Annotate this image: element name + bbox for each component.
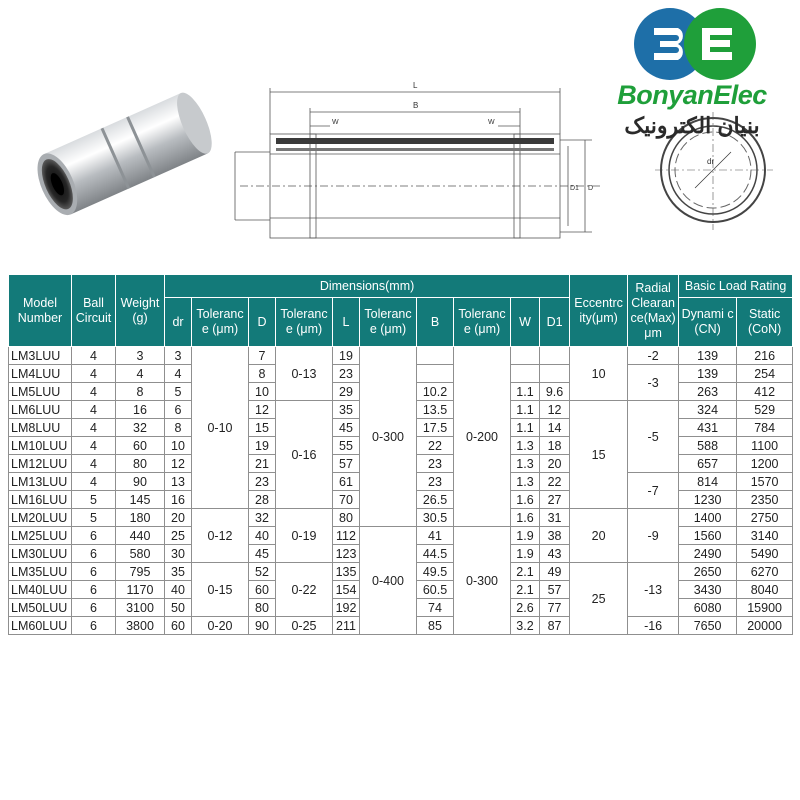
cell-d: 40 xyxy=(249,527,276,545)
cell-radial-clearance: -16 xyxy=(628,617,679,635)
cell-d1: 18 xyxy=(540,437,570,455)
cell-d: 19 xyxy=(249,437,276,455)
cell-b: 49.5 xyxy=(417,563,454,581)
cell-model: LM5LUU xyxy=(9,383,72,401)
cell-static: 784 xyxy=(737,419,793,437)
cell-tol-d: 0-22 xyxy=(276,563,333,617)
cell-dr: 5 xyxy=(165,383,192,401)
header-dynamic: Dynami c (CN) xyxy=(679,298,737,347)
cell-d1: 12 xyxy=(540,401,570,419)
cell-l: 135 xyxy=(333,563,360,581)
cell-dynamic: 657 xyxy=(679,455,737,473)
cell-ball-circuit: 6 xyxy=(72,581,116,599)
header-eccentricity: Eccentrc ity(μm) xyxy=(570,275,628,347)
cell-d: 8 xyxy=(249,365,276,383)
cell-weight: 1170 xyxy=(116,581,165,599)
header-tol-l: Toleranc e (μm) xyxy=(360,298,417,347)
cell-b xyxy=(417,365,454,383)
cell-tol-d: 0-13 xyxy=(276,347,333,401)
cell-ball-circuit: 6 xyxy=(72,599,116,617)
cell-ball-circuit: 4 xyxy=(72,365,116,383)
linear-bearing-spec-table xyxy=(8,274,793,635)
cell-ball-circuit: 6 xyxy=(72,545,116,563)
cell-static: 15900 xyxy=(737,599,793,617)
cell-l: 45 xyxy=(333,419,360,437)
cell-model: LM30LUU xyxy=(9,545,72,563)
cell-dr: 10 xyxy=(165,437,192,455)
cell-static: 3140 xyxy=(737,527,793,545)
cell-l: 70 xyxy=(333,491,360,509)
cell-ball-circuit: 4 xyxy=(72,401,116,419)
cell-weight: 90 xyxy=(116,473,165,491)
cell-ball-circuit: 4 xyxy=(72,347,116,365)
cell-model: LM20LUU xyxy=(9,509,72,527)
cell-tol-dr: 0-10 xyxy=(192,347,249,509)
cell-static: 6270 xyxy=(737,563,793,581)
cell-d1: 20 xyxy=(540,455,570,473)
cell-l: 211 xyxy=(333,617,360,635)
header-ball-circuit: Ball Circuit xyxy=(72,275,116,347)
cell-ball-circuit: 5 xyxy=(72,509,116,527)
brand-name-persian: بنیان الکترونیک xyxy=(624,113,760,138)
cell-d1: 22 xyxy=(540,473,570,491)
cell-tol-b: 0-200 xyxy=(454,347,511,527)
cell-ball-circuit: 6 xyxy=(72,527,116,545)
cell-weight: 32 xyxy=(116,419,165,437)
cell-d1 xyxy=(540,365,570,383)
table-row xyxy=(9,347,793,365)
linear-bearing-photo xyxy=(14,84,214,234)
header-d: D xyxy=(249,298,276,347)
cell-w: 1.1 xyxy=(511,401,540,419)
cell-static: 412 xyxy=(737,383,793,401)
cell-dr: 25 xyxy=(165,527,192,545)
cell-dynamic: 431 xyxy=(679,419,737,437)
cell-radial-clearance: -7 xyxy=(628,473,679,509)
cell-d1: 43 xyxy=(540,545,570,563)
cell-b: 22 xyxy=(417,437,454,455)
cell-eccentricity: 25 xyxy=(570,563,628,635)
cell-static: 529 xyxy=(737,401,793,419)
cell-b: 10.2 xyxy=(417,383,454,401)
cell-b: 85 xyxy=(417,617,454,635)
cell-model: LM4LUU xyxy=(9,365,72,383)
cell-d: 90 xyxy=(249,617,276,635)
cell-l: 23 xyxy=(333,365,360,383)
cell-d: 15 xyxy=(249,419,276,437)
header-static: Static (CoN) xyxy=(737,298,793,347)
cell-dynamic: 1230 xyxy=(679,491,737,509)
header-tol-dr: Toleranc e (μm) xyxy=(192,298,249,347)
cell-dr: 12 xyxy=(165,455,192,473)
header-tol-b: Toleranc e (μm) xyxy=(454,298,511,347)
label-b: B xyxy=(413,101,419,110)
cell-dr: 8 xyxy=(165,419,192,437)
header-dr: dr xyxy=(165,298,192,347)
cell-l: 55 xyxy=(333,437,360,455)
label-d: D xyxy=(588,185,594,192)
cell-weight: 795 xyxy=(116,563,165,581)
cell-l: 123 xyxy=(333,545,360,563)
cell-model: LM50LUU xyxy=(9,599,72,617)
cell-ball-circuit: 4 xyxy=(72,383,116,401)
cell-d1: 77 xyxy=(540,599,570,617)
cell-l: 112 xyxy=(333,527,360,545)
cell-w: 1.9 xyxy=(511,545,540,563)
cell-ball-circuit: 6 xyxy=(72,563,116,581)
cell-d: 7 xyxy=(249,347,276,365)
cell-static: 1200 xyxy=(737,455,793,473)
cell-dr: 4 xyxy=(165,365,192,383)
cell-model: LM40LUU xyxy=(9,581,72,599)
cell-weight: 8 xyxy=(116,383,165,401)
product-images-area xyxy=(0,0,800,270)
cell-static: 8040 xyxy=(737,581,793,599)
cell-dr: 40 xyxy=(165,581,192,599)
cell-ball-circuit: 4 xyxy=(72,455,116,473)
cell-dynamic: 1400 xyxy=(679,509,737,527)
cell-dr: 30 xyxy=(165,545,192,563)
header-tol-d: Toleranc e (μm) xyxy=(276,298,333,347)
cell-w: 3.2 xyxy=(511,617,540,635)
cell-static: 2350 xyxy=(737,491,793,509)
cell-d1: 27 xyxy=(540,491,570,509)
cell-dynamic: 6080 xyxy=(679,599,737,617)
cell-dynamic: 1560 xyxy=(679,527,737,545)
cell-dynamic: 3430 xyxy=(679,581,737,599)
cell-ball-circuit: 5 xyxy=(72,491,116,509)
cell-dynamic: 2650 xyxy=(679,563,737,581)
cell-l: 192 xyxy=(333,599,360,617)
cell-w: 2.6 xyxy=(511,599,540,617)
cell-b: 13.5 xyxy=(417,401,454,419)
header-dimensions: Dimensions(mm) xyxy=(165,275,570,298)
cell-static: 5490 xyxy=(737,545,793,563)
cell-radial-clearance: -13 xyxy=(628,563,679,617)
cell-w: 2.1 xyxy=(511,563,540,581)
cell-d: 12 xyxy=(249,401,276,419)
cell-radial-clearance: -2 xyxy=(628,347,679,365)
cell-model: LM6LUU xyxy=(9,401,72,419)
cell-d1: 49 xyxy=(540,563,570,581)
cell-weight: 3800 xyxy=(116,617,165,635)
cell-d1: 38 xyxy=(540,527,570,545)
cell-d: 10 xyxy=(249,383,276,401)
cell-model: LM16LUU xyxy=(9,491,72,509)
cell-weight: 3100 xyxy=(116,599,165,617)
cell-model: LM25LUU xyxy=(9,527,72,545)
cell-d: 23 xyxy=(249,473,276,491)
cell-weight: 4 xyxy=(116,365,165,383)
header-model: Model Number xyxy=(9,275,72,347)
cell-dr: 3 xyxy=(165,347,192,365)
cell-w: 1.6 xyxy=(511,509,540,527)
cell-tol-d: 0-19 xyxy=(276,509,333,563)
cell-tol-l: 0-300 xyxy=(360,347,417,527)
cell-dr: 20 xyxy=(165,509,192,527)
cell-dynamic: 814 xyxy=(679,473,737,491)
cell-d: 28 xyxy=(249,491,276,509)
header-b: B xyxy=(417,298,454,347)
cell-dr: 60 xyxy=(165,617,192,635)
cell-model: LM35LUU xyxy=(9,563,72,581)
cell-eccentricity: 20 xyxy=(570,509,628,563)
label-d1: D1 xyxy=(570,185,579,192)
cell-b: 30.5 xyxy=(417,509,454,527)
cell-radial-clearance: -3 xyxy=(628,365,679,401)
cell-d1: 87 xyxy=(540,617,570,635)
cell-w: 1.1 xyxy=(511,383,540,401)
cell-w: 2.1 xyxy=(511,581,540,599)
cell-weight: 16 xyxy=(116,401,165,419)
cell-ball-circuit: 4 xyxy=(72,419,116,437)
cell-eccentricity: 10 xyxy=(570,347,628,401)
cell-dynamic: 139 xyxy=(679,365,737,383)
cell-l: 154 xyxy=(333,581,360,599)
cell-static: 2750 xyxy=(737,509,793,527)
cell-dr: 35 xyxy=(165,563,192,581)
label-dr: dr xyxy=(707,157,715,166)
cell-d: 80 xyxy=(249,599,276,617)
cell-weight: 145 xyxy=(116,491,165,509)
header-l: L xyxy=(333,298,360,347)
cell-dynamic: 263 xyxy=(679,383,737,401)
label-l: L xyxy=(413,81,418,90)
cell-l: 61 xyxy=(333,473,360,491)
cell-l: 57 xyxy=(333,455,360,473)
cell-dr: 13 xyxy=(165,473,192,491)
cell-tol-dr: 0-12 xyxy=(192,509,249,563)
cell-weight: 60 xyxy=(116,437,165,455)
cell-w: 1.1 xyxy=(511,419,540,437)
cell-l: 80 xyxy=(333,509,360,527)
cell-static: 254 xyxy=(737,365,793,383)
cell-tol-b: 0-300 xyxy=(454,527,511,635)
side-view-drawing xyxy=(230,74,630,250)
cell-b: 60.5 xyxy=(417,581,454,599)
cell-weight: 580 xyxy=(116,545,165,563)
cell-l: 29 xyxy=(333,383,360,401)
cell-d: 21 xyxy=(249,455,276,473)
brand-name-english: BonyanElec xyxy=(617,80,767,110)
header-load-rating: Basic Load Rating xyxy=(679,275,793,298)
cell-b: 23 xyxy=(417,455,454,473)
cell-weight: 440 xyxy=(116,527,165,545)
cell-eccentricity: 15 xyxy=(570,401,628,509)
cell-weight: 80 xyxy=(116,455,165,473)
cell-w xyxy=(511,365,540,383)
cell-b: 23 xyxy=(417,473,454,491)
cell-model: LM13LUU xyxy=(9,473,72,491)
cell-dynamic: 139 xyxy=(679,347,737,365)
label-w-right: W xyxy=(488,119,495,126)
cell-d1: 57 xyxy=(540,581,570,599)
header-radial-clearance: Radial Clearan ce(Max) μm xyxy=(628,275,679,347)
cell-tol-d: 0-16 xyxy=(276,401,333,509)
cell-tol-dr: 0-15 xyxy=(192,563,249,617)
cell-d: 60 xyxy=(249,581,276,599)
cell-dynamic: 588 xyxy=(679,437,737,455)
cell-w: 1.3 xyxy=(511,473,540,491)
cell-model: LM8LUU xyxy=(9,419,72,437)
cell-d: 52 xyxy=(249,563,276,581)
cell-l: 19 xyxy=(333,347,360,365)
cell-weight: 180 xyxy=(116,509,165,527)
cell-radial-clearance: -9 xyxy=(628,509,679,563)
cell-w xyxy=(511,347,540,365)
cell-model: LM12LUU xyxy=(9,455,72,473)
cell-b: 74 xyxy=(417,599,454,617)
cell-b xyxy=(417,347,454,365)
cell-ball-circuit: 4 xyxy=(72,473,116,491)
cell-b: 44.5 xyxy=(417,545,454,563)
cell-b: 17.5 xyxy=(417,419,454,437)
cell-d1: 9.6 xyxy=(540,383,570,401)
header-d1: D1 xyxy=(540,298,570,347)
cell-w: 1.9 xyxy=(511,527,540,545)
cell-l: 35 xyxy=(333,401,360,419)
cell-dr: 50 xyxy=(165,599,192,617)
cell-w: 1.6 xyxy=(511,491,540,509)
cell-tol-d: 0-25 xyxy=(276,617,333,635)
cell-static: 216 xyxy=(737,347,793,365)
cell-d1: 14 xyxy=(540,419,570,437)
cell-b: 26.5 xyxy=(417,491,454,509)
bonyanelec-logo-icon xyxy=(632,6,758,82)
cell-model: LM3LUU xyxy=(9,347,72,365)
cell-w: 1.3 xyxy=(511,455,540,473)
header-weight: Weight (g) xyxy=(116,275,165,347)
cell-radial-clearance: -5 xyxy=(628,401,679,473)
cell-static: 20000 xyxy=(737,617,793,635)
cell-d: 32 xyxy=(249,509,276,527)
cell-ball-circuit: 6 xyxy=(72,617,116,635)
cell-model: LM10LUU xyxy=(9,437,72,455)
cell-b: 41 xyxy=(417,527,454,545)
cell-dynamic: 7650 xyxy=(679,617,737,635)
cell-static: 1570 xyxy=(737,473,793,491)
cell-w: 1.3 xyxy=(511,437,540,455)
cell-dr: 16 xyxy=(165,491,192,509)
cell-dr: 6 xyxy=(165,401,192,419)
cell-tol-dr: 0-20 xyxy=(192,617,249,635)
cell-tol-l: 0-400 xyxy=(360,527,417,635)
cell-d1 xyxy=(540,347,570,365)
cell-d: 45 xyxy=(249,545,276,563)
cell-dynamic: 324 xyxy=(679,401,737,419)
cell-model: LM60LUU xyxy=(9,617,72,635)
cell-ball-circuit: 4 xyxy=(72,437,116,455)
label-w-left: W xyxy=(332,119,339,126)
table-body xyxy=(9,347,793,635)
header-w: W xyxy=(511,298,540,347)
cell-static: 1100 xyxy=(737,437,793,455)
cell-dynamic: 2490 xyxy=(679,545,737,563)
cell-d1: 31 xyxy=(540,509,570,527)
cell-weight: 3 xyxy=(116,347,165,365)
